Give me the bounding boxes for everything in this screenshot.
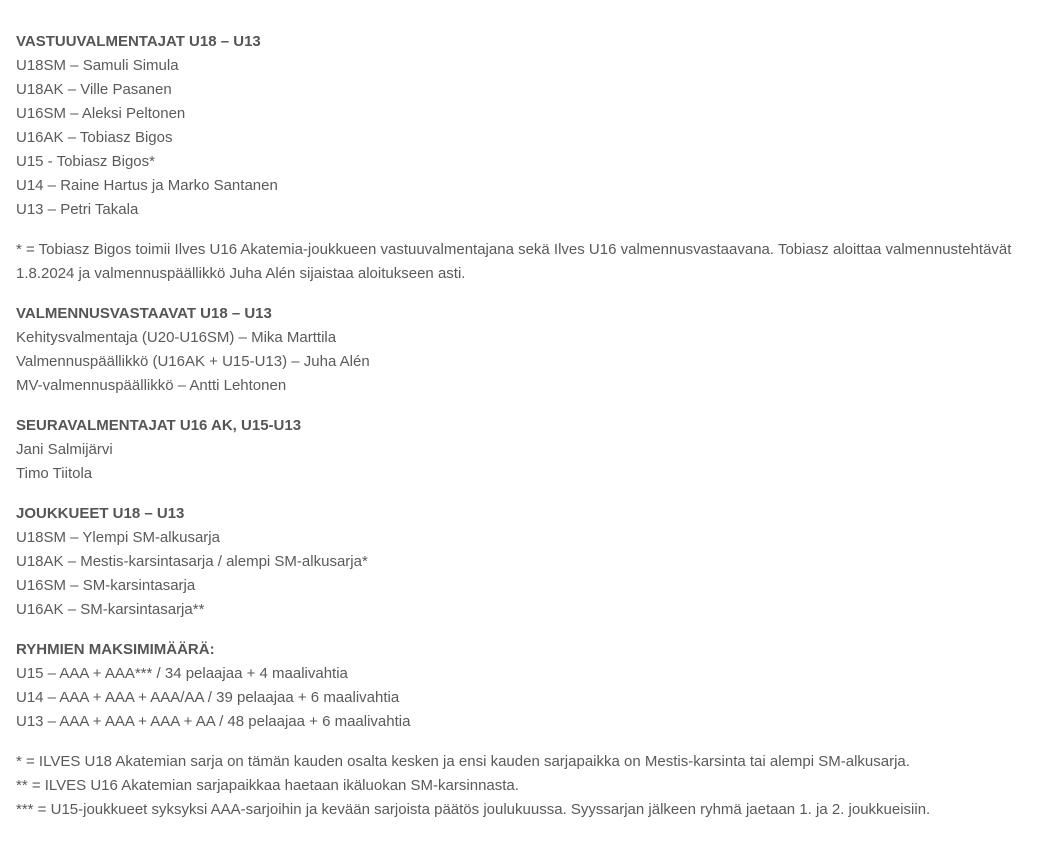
responsible-line: Kehitysvalmentaja (U20-U16SM) – Mika Marttila bbox=[16, 329, 337, 346]
club-coaches-heading: SEURAVALMENTAJAT U16 AK, U15-U13 bbox=[16, 417, 302, 434]
coach-line: U16SM – Aleksi Peltonen bbox=[16, 105, 186, 122]
responsible-line: MV-valmennuspäällikkö – Antti Lehtonen bbox=[16, 377, 287, 394]
team-line: U16AK – SM-karsintasarja** bbox=[16, 601, 205, 618]
group-max-heading: RYHMIEN MAKSIMIMÄÄRÄ: bbox=[16, 641, 215, 658]
group-max-line: U14 – AAA + AAA + AAA/AA / 39 pelaajaa + 6 maalivahtia bbox=[16, 689, 400, 706]
coach-note-line: 1.8.2024 ja valmennuspäällikkö Juha Alén sijaistaa aloitukseen asti. bbox=[16, 265, 466, 282]
spacer bbox=[16, 286, 1023, 302]
team-line: U18AK – Mestis-karsintasarja / alempi SM-alkusarja* bbox=[16, 553, 368, 570]
responsible-line: Valmennuspäällikkö (U16AK + U15-U13) – Juha Alén bbox=[16, 353, 370, 370]
spacer bbox=[16, 622, 1023, 638]
club-coaches-section bbox=[16, 414, 1023, 486]
coaches-section bbox=[16, 30, 1023, 222]
coach-note-line: * = Tobiasz Bigos toimii Ilves U16 Akatemia-joukkueen vastuuvalmentajana sekä Ilves U16 valmennusvastaavana. Tobiasz aloittaa valmennustehtävät bbox=[16, 241, 1012, 258]
coach-line: U13 – Petri Takala bbox=[16, 201, 139, 218]
group-max-line: U13 – AAA + AAA + AAA + AA / 48 pelaajaa + 6 maalivahtia bbox=[16, 713, 411, 730]
coach-note bbox=[16, 238, 1023, 286]
coach-line: U18AK – Ville Pasanen bbox=[16, 81, 172, 98]
responsible-section bbox=[16, 302, 1023, 398]
footnote-line: ** = ILVES U16 Akatemian sarjapaikkaa haetaan ikäluokan SM-karsinnasta. bbox=[16, 777, 519, 794]
footnote-line: *** = U15-joukkueet syksyksi AAA-sarjoihin ja kevään sarjoista päätös joulukuussa. Syyssarjan jälkeen ryhmä jaetaan 1. ja 2. joukkueisiin. bbox=[16, 801, 931, 818]
coach-line: U14 – Raine Hartus ja Marko Santanen bbox=[16, 177, 278, 194]
team-line: U18SM – Ylempi SM-alkusarja bbox=[16, 529, 220, 546]
footnotes-section bbox=[16, 750, 1023, 822]
coach-line: U15 - Tobiasz Bigos* bbox=[16, 153, 155, 170]
team-line: U16SM – SM-karsintasarja bbox=[16, 577, 196, 594]
group-max-section bbox=[16, 638, 1023, 734]
spacer bbox=[16, 734, 1023, 750]
spacer bbox=[16, 222, 1023, 238]
coaches-heading: VASTUUVALMENTAJAT U18 – U13 bbox=[16, 33, 261, 50]
coach-line: U16AK – Tobiasz Bigos bbox=[16, 129, 173, 146]
spacer bbox=[16, 486, 1023, 502]
footnote-line: * = ILVES U18 Akatemian sarja on tämän kauden osalta kesken ja ensi kauden sarjapaikka on Mestis-karsinta tai alempi SM-alkusarja. bbox=[16, 753, 910, 770]
coach-line: U18SM – Samuli Simula bbox=[16, 57, 179, 74]
club-coach-line: Jani Salmijärvi bbox=[16, 441, 113, 458]
teams-heading: JOUKKUEET U18 – U13 bbox=[16, 505, 185, 522]
group-max-line: U15 – AAA + AAA*** / 34 pelaajaa + 4 maalivahtia bbox=[16, 665, 348, 682]
responsible-heading: VALMENNUSVASTAAVAT U18 – U13 bbox=[16, 305, 272, 322]
club-coach-line: Timo Tiitola bbox=[16, 465, 93, 482]
spacer bbox=[16, 398, 1023, 414]
teams-section bbox=[16, 502, 1023, 622]
